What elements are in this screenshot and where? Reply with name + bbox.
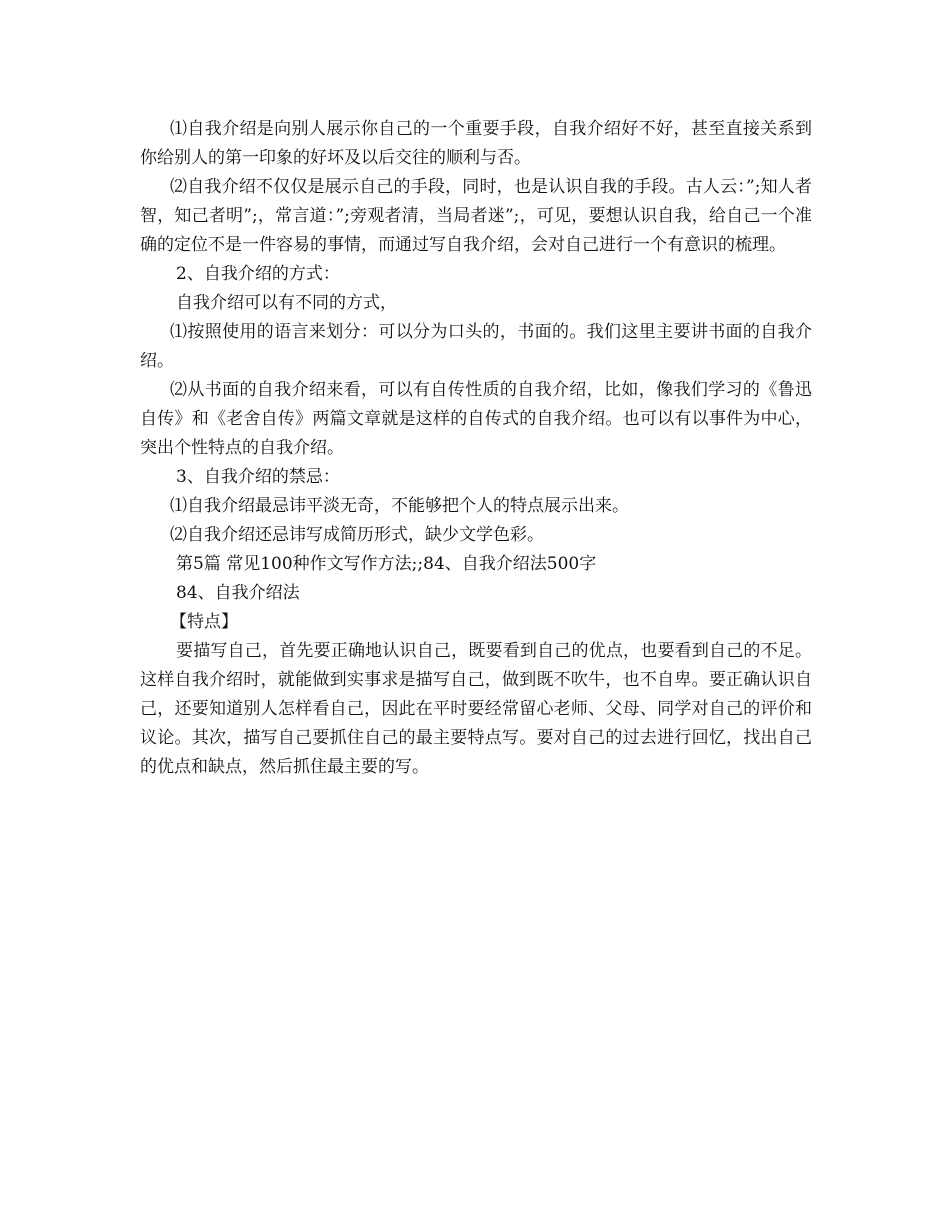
features-label: 【特点】 [170, 612, 238, 632]
section-heading-methods: 2、自我介绍的方式： [176, 264, 340, 284]
article-title-5: 第5篇 常见100种作文写作方法;;84、自我介绍法500字 [176, 554, 597, 574]
paragraph-taboo-resume: ⑵自我介绍还忌讳写成简历形式，缺少文学色彩。 [170, 525, 544, 545]
section-heading-taboos: 3、自我介绍的禁忌： [176, 467, 340, 487]
paragraph-taboo-plain: ⑴自我介绍最忌讳平淡无奇，不能够把个人的特点展示出来。 [170, 496, 629, 516]
paragraph-self-knowledge: ⑵自我介绍不仅仅是展示自己的手段，同时，也是认识自我的手段。古人云：”;知人者智，知己者明”;，常言道：”;旁观者清，当局者迷”;，可见，要想认识自我，给自己一个准确的定位不是一件容易的事情，而通过写自我介绍，会对自己进行一个有意识的梳理。 [140, 177, 812, 255]
method-title-84: 84、自我介绍法 [176, 583, 300, 603]
paragraph-self-intro-importance: ⑴自我介绍是向别人展示你自己的一个重要手段，自我介绍好不好，甚至直接关系到你给别人的第一印象的好坏及以后交往的顺利与否。 [140, 119, 812, 168]
paragraph-features-body: 要描写自己，首先要正确地认识自己，既要看到自己的优点，也要看到自己的不足。这样自我介绍时，就能做到实事求是描写自己，做到既不吹牛，也不自卑。要正确认识自己，还要知道别人怎样看自己，因此在平时要经常留心老师、父母、同学对自己的评价和议论。其次，描写自己要抓住自己的最主要特点写。要对自己的过去进行回忆，找出自己的优点和缺点，然后抓住最主要的写。 [140, 641, 812, 777]
document-body [140, 115, 812, 782]
paragraph-method-language: ⑴按照使用的语言来划分：可以分为口头的，书面的。我们这里主要讲书面的自我介绍。 [140, 322, 812, 371]
paragraph-method-written: ⑵从书面的自我介绍来看，可以有自传性质的自我介绍，比如，像我们学习的《鲁迅自传》和《老舍自传》两篇文章就是这样的自传式的自我介绍。也可以有以事件为中心，突出个性特点的自我介绍。 [140, 380, 812, 458]
paragraph-methods-intro: 自我介绍可以有不同的方式， [176, 293, 397, 313]
